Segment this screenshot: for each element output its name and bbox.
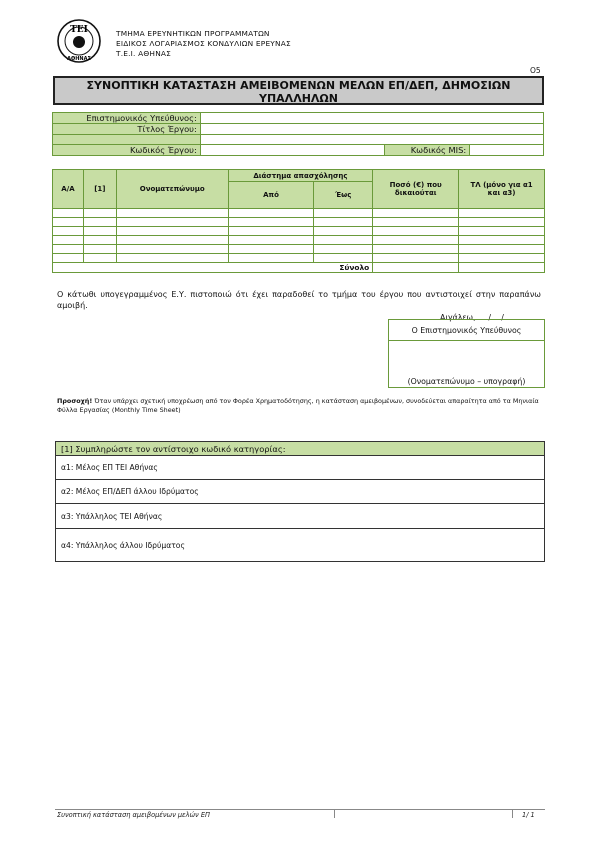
table-row bbox=[53, 236, 545, 245]
table-row bbox=[53, 227, 545, 236]
signature-title: Ο Επιστημονικός Υπεύθυνος bbox=[389, 320, 545, 341]
footer-left-text: Συνοπτική κατάσταση αμειβομένων μελών ΕΠ bbox=[57, 811, 210, 819]
responsible-field[interactable] bbox=[200, 113, 543, 124]
col-aa: Α/Α bbox=[53, 170, 84, 209]
beneficiaries-table bbox=[52, 169, 545, 273]
project-title-label: Τίτλος Έργου: bbox=[53, 124, 201, 135]
logo-text: ΤΕΙ bbox=[70, 25, 88, 35]
category-item: α2: Μέλος ΕΠ/ΔΕΠ άλλου Ιδρύματος bbox=[56, 480, 545, 504]
category-item: α1: Μέλος ΕΠ ΤΕΙ Αθήνας bbox=[56, 456, 545, 480]
footer-divider bbox=[55, 809, 545, 810]
categories-heading-text: Συμπληρώστε τον αντίστοιχο κωδικό κατηγορίας: bbox=[72, 443, 286, 454]
col-amount: Ποσό (€) που δικαιούται bbox=[373, 170, 459, 209]
table-row bbox=[53, 245, 545, 254]
page-number: 1/ 1 bbox=[522, 811, 535, 819]
project-title-field[interactable] bbox=[200, 124, 543, 135]
mis-code-field[interactable] bbox=[470, 145, 544, 156]
col-to: Έως bbox=[314, 182, 373, 209]
logo-bottom-text: ΑΘΗΝΑΣ bbox=[67, 56, 91, 62]
note-body: Όταν υπάρχει σχετική υποχρέωση από τον Φορέα Χρηματοδότησης, η κατάσταση αμειβομένων, συνοδεύεται απαραίτητα από τα Μηνιαία Φύλλα Εργασίας (Monthly Time Sheet) bbox=[57, 397, 539, 414]
form-title: ΣΥΝΟΠΤΙΚΗ ΚΑΤΑΣΤΑΣΗ ΑΜΕΙΒΟΜΕΝΩΝ ΜΕΛΩΝ ΕΠ/ΔΕΠ, ΔΗΜΟΣΙΩΝ ΥΠΑΛΛΗΛΩΝ bbox=[53, 76, 544, 105]
header-line-3: Τ.Ε.Ι. ΑΘΗΝΑΣ bbox=[116, 49, 172, 58]
tei-logo bbox=[56, 18, 102, 64]
note-text bbox=[57, 397, 541, 415]
total-tl-field[interactable] bbox=[459, 263, 545, 273]
declaration-text: Ο κάτωθι υπογεγραμμένος Ε.Υ. πιστοποιώ ότι έχει παραδοθεί το τμήμα του έργου που αντιστοιχεί στην παραπάνω αμοιβή. bbox=[57, 290, 541, 310]
project-info-table bbox=[52, 112, 544, 156]
col-name: Ονοματεπώνυμο bbox=[116, 170, 228, 209]
col-period: Διάστημα απασχόλησης bbox=[228, 170, 373, 182]
col-from: Από bbox=[228, 182, 314, 209]
mis-code-label: Κωδικός MIS: bbox=[385, 145, 470, 156]
note-bold: Προσοχή! bbox=[57, 397, 93, 405]
categories-table bbox=[55, 441, 545, 562]
project-title-label-extra bbox=[53, 135, 201, 145]
signature-field[interactable] bbox=[389, 341, 545, 388]
total-amount-field[interactable] bbox=[373, 263, 459, 273]
project-code-label: Κωδικός Έργου: bbox=[53, 145, 201, 156]
date-line: Αιγάλεω, …./…./….. bbox=[440, 313, 517, 322]
table-row bbox=[53, 218, 545, 227]
category-item: α4: Υπάλληλος άλλου Ιδρύματος bbox=[56, 529, 545, 562]
signature-caption: (Ονοματεπώνυμο – υπογραφή) bbox=[407, 377, 526, 386]
total-label: Σύνολο bbox=[53, 263, 373, 273]
header-line-1: ΤΜΗΜΑ ΕΡΕΥΝΗΤΙΚΩΝ ΠΡΟΓΡΑΜΜΑΤΩΝ bbox=[116, 29, 270, 38]
col-tl: ΤΛ (μόνο για α1 και α3) bbox=[459, 170, 545, 209]
responsible-label: Επιστημονικός Υπεύθυνος: bbox=[53, 113, 201, 124]
categories-heading bbox=[56, 442, 545, 456]
col-category: [1] bbox=[83, 170, 116, 209]
table-row bbox=[53, 209, 545, 218]
signature-box bbox=[388, 319, 545, 388]
categories-heading-bold: [1] bbox=[61, 443, 73, 454]
header-line-2: ΕΙΔΙΚΟΣ ΛΟΓΑΡΙΑΣΜΟΣ ΚΟΝΔΥΛΙΩΝ ΕΡΕΥΝΑΣ bbox=[116, 39, 291, 48]
table-row bbox=[53, 254, 545, 263]
category-item: α3: Υπάλληλος ΤΕΙ Αθήνας bbox=[56, 504, 545, 529]
project-code-field[interactable] bbox=[200, 145, 385, 156]
footer-separator bbox=[334, 810, 335, 818]
form-code: O5 bbox=[530, 66, 541, 75]
project-title-field-extra[interactable] bbox=[200, 135, 543, 145]
footer-separator bbox=[512, 810, 513, 818]
